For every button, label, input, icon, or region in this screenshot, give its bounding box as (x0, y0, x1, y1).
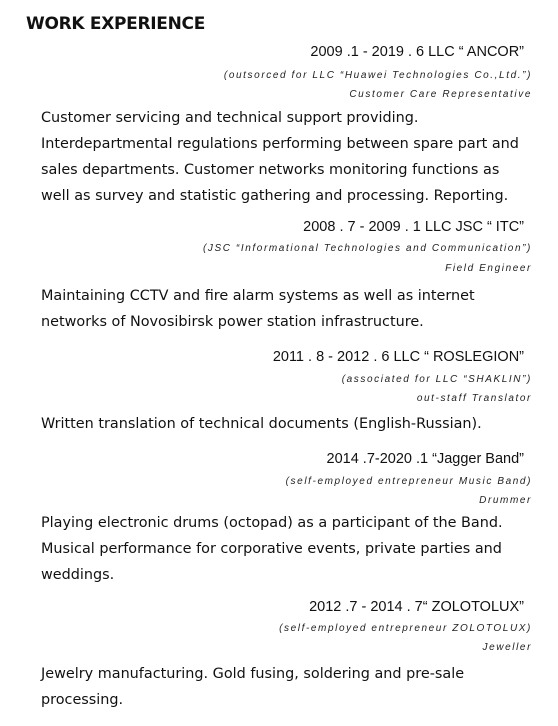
description-line: Written translation of technical documents (English-Russian). (41, 416, 482, 432)
entry-role: Drummer (479, 495, 532, 506)
entry-description (41, 661, 546, 713)
description-line: well as survey and statistic gathering and processing. Reporting. (41, 188, 509, 204)
description-line: Customer servicing and technical support providing. (41, 110, 419, 126)
description-line: processing. (41, 692, 124, 708)
description-line: Playing electronic drums (octopad) as a participant of the Band. (41, 515, 503, 531)
entry-role: Jeweller (482, 642, 532, 653)
description-line: sales departments. Customer networks monitoring functions as (41, 162, 500, 178)
entry-description (41, 283, 546, 335)
section-heading: WORK EXPERIENCE (26, 14, 206, 34)
entry-period: 2012 .7 - 2014 . 7“ ZOLOTOLUX” (309, 599, 524, 615)
entry-role: Field Engineer (445, 263, 532, 274)
entry-period: 2011 . 8 - 2012 . 6 LLC “ ROSLEGION” (272, 349, 524, 365)
entry-period: 2009 .1 - 2019 . 6 LLC “ ANCOR” (310, 44, 524, 60)
entry-description (41, 510, 546, 588)
entry-organization: (JSC “Informational Technologies and Communication”) (202, 243, 532, 254)
description-line: Jewelry manufacturing. Gold fusing, soldering and pre-sale (41, 666, 465, 682)
entry-organization: (self-employed entrepreneur Music Band) (285, 476, 532, 487)
entry-organization: (outsorced for LLC “Huawei Technologies Co.,Ltd.”) (223, 70, 532, 81)
entry-period: 2014 .7-2020 .1 “Jagger Band” (326, 451, 524, 467)
description-line: weddings. (41, 567, 115, 583)
entry-organization: (associated for LLC “SHAKLIN”) (341, 374, 532, 385)
entry-role: out-staff Translator (416, 393, 532, 404)
description-line: networks of Novosibirsk power station infrastructure. (41, 314, 424, 330)
description-line: Interdepartmental regulations performing between spare part and (41, 136, 519, 152)
entry-description (41, 105, 546, 209)
description-line: Musical performance for corporative events, private parties and (41, 541, 502, 557)
entry-period: 2008 . 7 - 2009 . 1 LLC JSC “ ITC” (303, 219, 524, 235)
entry-organization: (self-employed entrepreneur ZOLOTOLUX) (279, 623, 532, 634)
entry-description (41, 411, 546, 437)
entry-role: Customer Care Representative (349, 89, 532, 100)
description-line: Maintaining CCTV and fire alarm systems as well as internet (41, 288, 475, 304)
